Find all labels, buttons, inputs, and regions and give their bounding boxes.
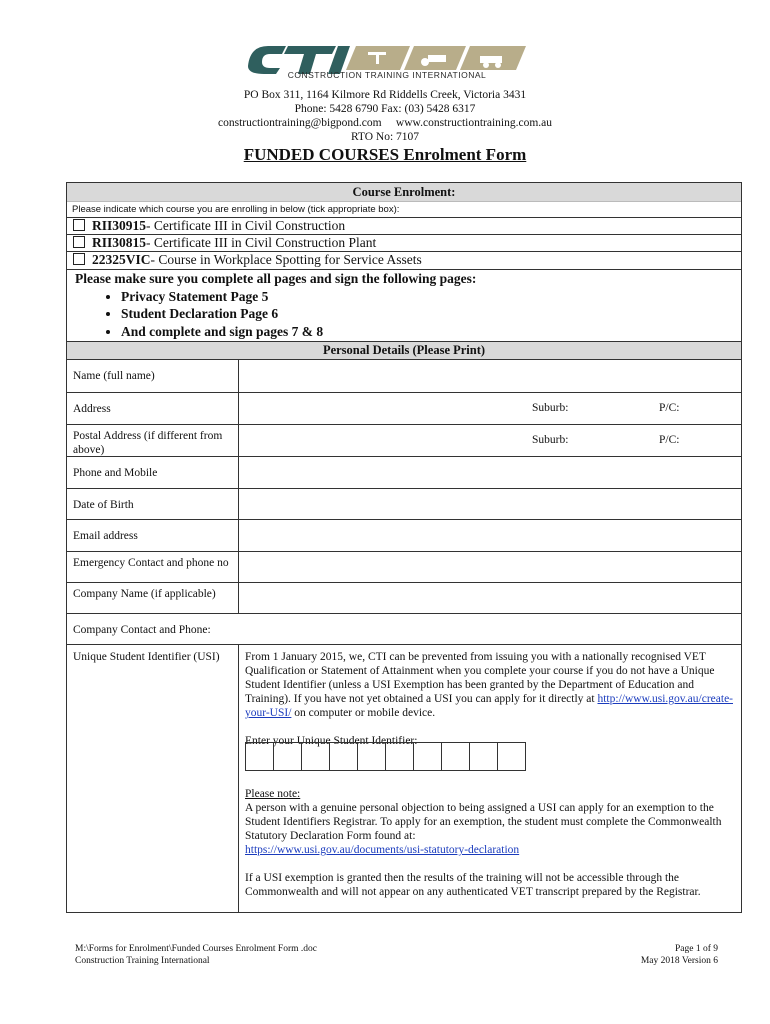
checkbox[interactable] xyxy=(73,219,85,231)
label-company: Company Name (if applicable) xyxy=(73,588,216,600)
usi-cell[interactable] xyxy=(329,742,358,771)
label-dob: Date of Birth xyxy=(73,499,134,511)
note-item: • And complete and sign pages 7 & 8 xyxy=(121,323,741,341)
personal-details-table xyxy=(66,360,742,913)
label-company-contact: Company Contact and Phone: xyxy=(73,624,211,636)
footer-right xyxy=(641,944,718,967)
row-company xyxy=(67,582,741,613)
course-code: RII30815 xyxy=(92,235,147,250)
usi-enter-label: Enter your Unique Student Identifier: xyxy=(245,735,418,747)
note-item: • Student Declaration Page 6 xyxy=(121,305,741,323)
usi-cell[interactable] xyxy=(245,742,274,771)
course-enrolment-heading: Course Enrolment: xyxy=(67,183,741,201)
personal-details-heading: Personal Details (Please Print) xyxy=(66,342,742,360)
label-pc: P/C: xyxy=(659,434,680,446)
label-pc: P/C: xyxy=(659,402,680,414)
label-suburb: Suburb: xyxy=(532,434,569,446)
footer-version: May 2018 Version 6 xyxy=(640,955,718,966)
note-list xyxy=(75,288,741,341)
rto-line: RTO No: 7107 xyxy=(350,131,420,143)
logo-subtitle: CONSTRUCTION TRAINING INTERNATIONAL xyxy=(287,70,487,80)
usi-exemption-info xyxy=(245,787,735,899)
address-line: PO Box 311, 1164 Kilmore Rd Riddells Creek, Victoria 3431 xyxy=(243,89,527,101)
usi-cell[interactable] xyxy=(469,742,498,771)
usi-cell[interactable] xyxy=(413,742,442,771)
usi-para1: From 1 January 2015, we, CTI can be prevented from issuing you with a nationally recognised VET Qualification or Statement of Attainment when you complete your course if you do not have a Unique Student Identifier (unless a USI Exemption has been granted by the Department of Education and Training). If you have not yet obtained a USI you can apply for it directly at xyxy=(245,651,715,705)
usi-cell[interactable] xyxy=(357,742,386,771)
row-usi xyxy=(67,644,741,913)
row-postal xyxy=(67,424,741,456)
course-name: - Certificate III in Civil Construction Plant xyxy=(146,235,377,250)
checkbox[interactable] xyxy=(73,253,85,265)
email-web-line: constructiontraining@bigpond.com www.constructiontraining.com.au xyxy=(217,117,553,129)
course-option-rii30815[interactable] xyxy=(66,235,742,252)
footer-org: Construction Training International xyxy=(75,955,210,966)
usi-input-cells[interactable] xyxy=(245,742,525,770)
row-address xyxy=(67,392,741,424)
course-name: - Course in Workplace Spotting for Service Assets xyxy=(150,252,422,267)
usi-cell[interactable] xyxy=(273,742,302,771)
usi-para2: A person with a genuine personal objection to being assigned a USI can apply for an exemption to the Student Identifiers Registrar. To apply for an exemption, the student must complete the Commonwealth Statutory Declaration Form found at: xyxy=(245,802,722,842)
usi-cell[interactable] xyxy=(441,742,470,771)
label-name: Name (full name) xyxy=(73,370,155,382)
row-dob xyxy=(67,488,741,519)
usi-declaration-link[interactable]: https://www.usi.gov.au/documents/usi-statutory-declaration xyxy=(245,844,520,856)
row-emergency xyxy=(67,551,741,582)
row-company-contact xyxy=(67,613,741,644)
page-title: FUNDED COURSES Enrolment Form xyxy=(243,145,527,164)
phone-line: Phone: 5428 6790 Fax: (03) 5428 6317 xyxy=(294,103,476,115)
please-note: Please note: xyxy=(245,788,301,800)
usi-cell[interactable] xyxy=(301,742,330,771)
label-suburb: Suburb: xyxy=(532,402,569,414)
usi-para1-end: on computer or mobile device. xyxy=(291,707,436,719)
footer-path: M:\Forms for Enrolment\Funded Courses Enrolment Form .doc xyxy=(75,944,317,954)
row-phone xyxy=(67,456,741,488)
label-emergency: Emergency Contact and phone no xyxy=(73,557,229,569)
footer-page: Page 1 of 9 xyxy=(674,944,718,954)
label-postal: Postal Address (if different from above) xyxy=(73,430,223,456)
checkbox[interactable] xyxy=(73,236,85,248)
usi-info xyxy=(245,650,735,748)
usi-create-link[interactable]: http://www.usi.gov.au/create-your-USI/ xyxy=(245,693,733,719)
note-heading: Please make sure you complete all pages and sign the following pages: xyxy=(75,271,477,286)
usi-cell[interactable] xyxy=(385,742,414,771)
course-option-rii30915[interactable] xyxy=(66,218,742,235)
course-enrolment-section xyxy=(66,182,742,218)
row-name xyxy=(67,360,741,392)
label-email: Email address xyxy=(73,530,138,542)
note-item: • Privacy Statement Page 5 xyxy=(121,288,741,306)
course-instruction: Please indicate which course you are enrolling in below (tick appropriate box): xyxy=(67,201,741,218)
label-usi: Unique Student Identifier (USI) xyxy=(73,651,220,663)
footer-left xyxy=(75,944,317,967)
label-phone: Phone and Mobile xyxy=(73,467,158,479)
course-code: 22325VIC xyxy=(92,252,151,267)
usi-cell[interactable] xyxy=(497,742,526,771)
usi-para3: If a USI exemption is granted then the results of the training will not be accessible through the Commonwealth and will not appear on any authenticated VET transcript prepared by the Registrar. xyxy=(245,872,701,898)
label-address: Address xyxy=(73,403,111,415)
row-email xyxy=(67,519,741,551)
course-option-22325vic[interactable] xyxy=(66,252,742,270)
signing-instructions xyxy=(66,270,742,342)
course-code: RII30915 xyxy=(92,218,147,233)
course-name: - Certificate III in Civil Construction xyxy=(146,218,346,233)
